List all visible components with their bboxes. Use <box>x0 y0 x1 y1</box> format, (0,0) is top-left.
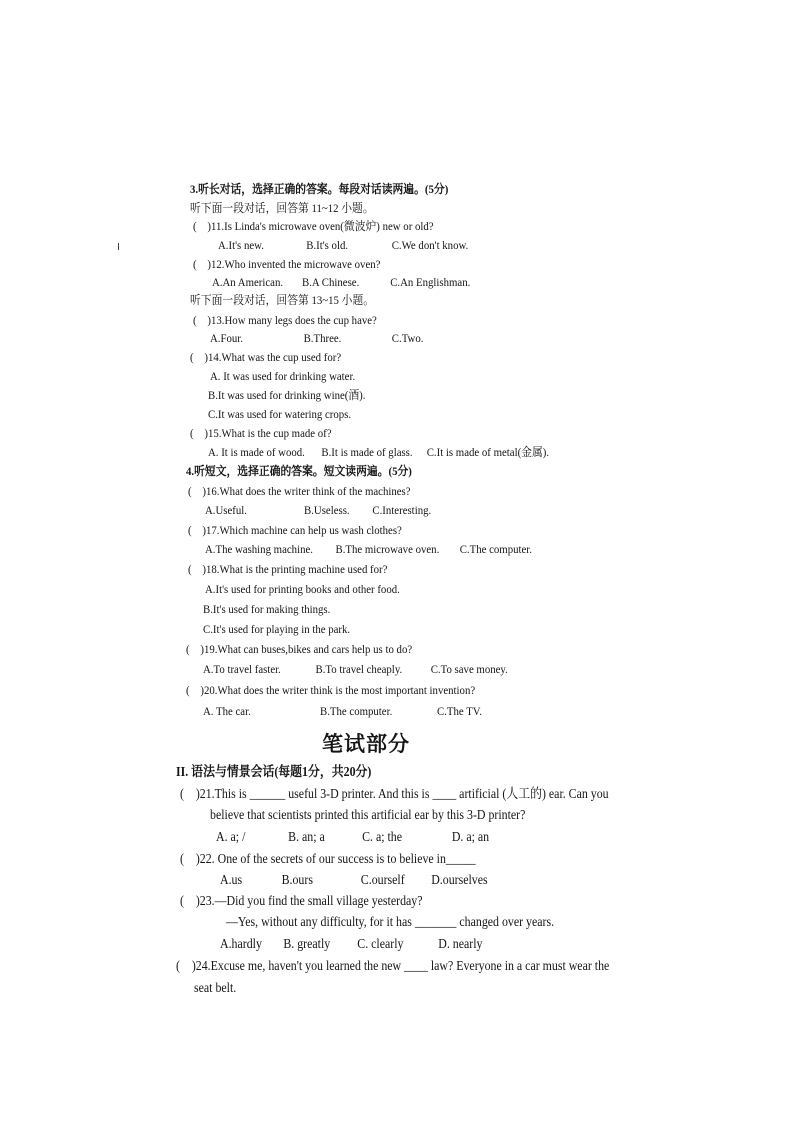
written-part-title: 笔试部分 <box>322 732 410 756</box>
q21-option-a: A. a; / <box>216 829 246 844</box>
q22-option-b: B.ours <box>281 872 313 887</box>
q17-options <box>205 541 547 557</box>
section-3-sub1: 听下面一段对话，回答第 11~12 小题。 <box>190 201 374 215</box>
q17-text: ( )17.Which machine can help us wash clothes? <box>188 523 402 537</box>
q19-options <box>203 661 527 677</box>
q17-option-a: A.The washing machine. <box>205 542 313 556</box>
q23-text-line2: —Yes, without any difficulty, for it has _______ changed over years. <box>226 914 555 929</box>
q16-option-c: C.Interesting. <box>372 503 432 517</box>
q18-text: ( )18.What is the printing machine used for? <box>188 562 388 576</box>
q15-text: ( )15.What is the cup made of? <box>190 426 332 440</box>
q19-text: ( )19.What can buses,bikes and cars help us to do? <box>186 642 413 656</box>
q11-option-c: C.We don't know. <box>391 238 469 252</box>
q21-text-line2: believe that scientists printed this artificial ear by this 3-D printer? <box>210 807 526 822</box>
q23-option-b: B. greatly <box>283 936 331 951</box>
q24-text-line2: seat belt. <box>194 980 237 995</box>
q15-options <box>208 444 550 460</box>
q22-options <box>220 872 502 890</box>
q21-options <box>216 829 498 847</box>
q13-text: ( )13.How many legs does the cup have? <box>193 313 377 327</box>
q15-option-c: C.It is made of metal(金属). <box>426 445 550 459</box>
q24-text-line1: ( )24.Excuse me, haven't you learned the new ____ law? Everyone in a car must wear the <box>176 958 610 973</box>
q13-option-a: A.Four. <box>210 331 244 345</box>
q20-option-c: C.The TV. <box>437 704 482 718</box>
q22-option-d: D.ourselves <box>431 872 488 887</box>
q18-option-c: C.It's used for playing in the park. <box>203 622 351 636</box>
q21-option-c: C. a; the <box>362 829 403 844</box>
q15-option-b: B.It is made of glass. <box>321 445 413 459</box>
q18-option-b: B.It's used for making things. <box>203 602 331 616</box>
q21-text-line1: ( )21.This is ______ useful 3-D printer. And this is ____ artificial (人工的) ear. Can you <box>180 786 609 801</box>
section-3-heading: 3.听长对话，选择正确的答案。每段对话读两遍。(5分) <box>190 182 449 196</box>
q21-option-d: D. a; an <box>451 829 490 844</box>
q12-option-c: C.An Englishman. <box>390 275 471 289</box>
q23-option-a: A.hardly <box>220 936 262 951</box>
q17-option-c: C.The computer. <box>459 542 532 556</box>
q16-option-b: B.Useless. <box>304 503 350 517</box>
q11-options <box>218 237 488 253</box>
q23-option-c: C. clearly <box>357 936 404 951</box>
q21-option-b: B. an; a <box>288 829 325 844</box>
section-3-sub2: 听下面一段对话，回答第 13~15 小题。 <box>190 293 375 307</box>
q22-text: ( )22. One of the secrets of our success is to believe in_____ <box>180 851 476 866</box>
q13-option-b: B.Three. <box>303 331 342 345</box>
q11-option-a: A.It's new. <box>218 238 264 252</box>
q20-options <box>203 703 491 719</box>
q16-text: ( )16.What does the writer think of the machines? <box>188 484 411 498</box>
q12-option-a: A.An American. <box>212 275 284 289</box>
q14-text: ( )14.What was the cup used for? <box>190 350 342 364</box>
q23-text-line1: ( )23.—Did you find the small village yesterday? <box>180 893 423 908</box>
q12-options <box>212 274 482 290</box>
q16-option-a: A.Useful. <box>205 503 248 517</box>
q20-option-a: A. The car. <box>203 704 251 718</box>
q22-option-a: A.us <box>220 872 243 887</box>
q23-option-d: D. nearly <box>438 936 483 951</box>
q19-option-a: A.To travel faster. <box>203 662 281 676</box>
q12-option-b: B.A Chinese. <box>302 275 360 289</box>
q16-options <box>205 502 475 518</box>
q20-option-b: B.The computer. <box>320 704 393 718</box>
section-2-heading: II. 语法与情景会话(每题1分，共20分) <box>176 764 372 779</box>
q17-option-b: B.The microwave oven. <box>335 542 440 556</box>
q13-options <box>210 330 444 346</box>
scan-mark <box>118 243 119 250</box>
q19-option-c: C.To save money. <box>430 662 508 676</box>
q14-option-c: C.It was used for watering crops. <box>208 407 352 421</box>
q20-text: ( )20.What does the writer think is the most important invention? <box>186 683 476 697</box>
q14-option-a: A. It was used for drinking water. <box>210 369 356 383</box>
q22-option-c: C.ourself <box>360 872 405 887</box>
q19-option-b: B.To travel cheaply. <box>315 662 403 676</box>
q13-option-c: C.Two. <box>391 331 424 345</box>
q11-text: ( )11.Is Linda's microwave oven(微波炉) new or old? <box>193 219 434 233</box>
q11-option-b: B.It's old. <box>306 238 349 252</box>
q12-text: ( )12.Who invented the microwave oven? <box>193 257 381 271</box>
q14-option-b: B.It was used for drinking wine(酒). <box>208 388 366 402</box>
q15-option-a: A. It is made of wood. <box>208 445 305 459</box>
q18-option-a: A.It's used for printing books and other food. <box>205 582 400 596</box>
section-4-heading: 4.听短文，选择正确的答案。短文读两遍。(5分) <box>186 464 412 478</box>
q23-options <box>220 936 502 954</box>
